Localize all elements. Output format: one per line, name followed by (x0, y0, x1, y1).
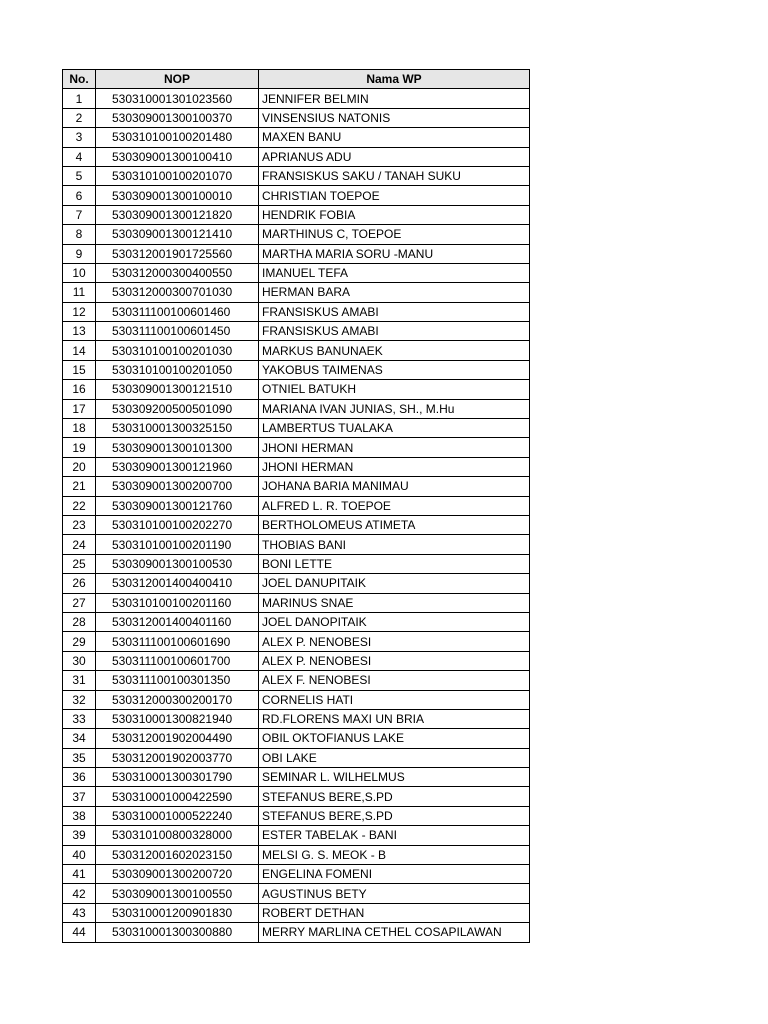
nop-cell: 530312000300200170 (96, 690, 259, 709)
nop-cell: 530311100100601460 (96, 302, 259, 321)
table-row (63, 399, 530, 418)
row-number-cell: 1 (63, 89, 96, 108)
column-header-nop: NOP (96, 70, 259, 89)
table-row (63, 283, 530, 302)
table-row (63, 923, 530, 942)
table-row (63, 690, 530, 709)
nama-wp-cell: VINSENSIUS NATONIS (259, 108, 530, 127)
nama-wp-cell: THOBIAS BANI (259, 535, 530, 554)
table-row (63, 651, 530, 670)
row-number-cell: 40 (63, 845, 96, 864)
nop-cell: 530310001000522240 (96, 806, 259, 825)
row-number-cell: 43 (63, 903, 96, 922)
nop-cell: 530310001300325150 (96, 419, 259, 438)
table-row (63, 593, 530, 612)
nop-cell: 530309001300121960 (96, 457, 259, 476)
nama-wp-cell: BONI LETTE (259, 554, 530, 573)
nop-cell: 530310100100201160 (96, 593, 259, 612)
table-row (63, 244, 530, 263)
taxpayer-table (62, 69, 530, 943)
table-row (63, 477, 530, 496)
nama-wp-cell: IMANUEL TEFA (259, 263, 530, 282)
row-number-cell: 2 (63, 108, 96, 127)
nama-wp-cell: ALEX P. NENOBESI (259, 632, 530, 651)
nop-cell: 530309001300121820 (96, 205, 259, 224)
nama-wp-cell: YAKOBUS TAIMENAS (259, 360, 530, 379)
row-number-cell: 21 (63, 477, 96, 496)
nop-cell: 530309001300101300 (96, 438, 259, 457)
nama-wp-cell: HENDRIK FOBIA (259, 205, 530, 224)
nop-cell: 530312001901725560 (96, 244, 259, 263)
nop-cell: 530311100100601690 (96, 632, 259, 651)
nop-cell: 530312001400401160 (96, 612, 259, 631)
table-row (63, 166, 530, 185)
table-row (63, 515, 530, 534)
row-number-cell: 24 (63, 535, 96, 554)
nama-wp-cell: FRANSISKUS AMABI (259, 322, 530, 341)
row-number-cell: 37 (63, 787, 96, 806)
nama-wp-cell: ALFRED L. R. TOEPOE (259, 496, 530, 515)
nama-wp-cell: CHRISTIAN TOEPOE (259, 186, 530, 205)
row-number-cell: 3 (63, 128, 96, 147)
table-row (63, 787, 530, 806)
row-number-cell: 30 (63, 651, 96, 670)
nop-cell: 530310001000422590 (96, 787, 259, 806)
nop-cell: 530310001300301790 (96, 768, 259, 787)
nop-cell: 530310001300821940 (96, 709, 259, 728)
nama-wp-cell: CORNELIS HATI (259, 690, 530, 709)
nop-cell: 530312001602023150 (96, 845, 259, 864)
nop-cell: 530310001300300880 (96, 923, 259, 942)
nama-wp-cell: MERRY MARLINA CETHEL COSAPILAWAN (259, 923, 530, 942)
nop-cell: 530310100100201030 (96, 341, 259, 360)
nama-wp-cell: MARIANA IVAN JUNIAS, SH., M.Hu (259, 399, 530, 418)
table-row (63, 457, 530, 476)
row-number-cell: 22 (63, 496, 96, 515)
row-number-cell: 39 (63, 826, 96, 845)
nama-wp-cell: MARTHA MARIA SORU -MANU (259, 244, 530, 263)
table-row (63, 709, 530, 728)
nop-cell: 530310100100201480 (96, 128, 259, 147)
row-number-cell: 44 (63, 923, 96, 942)
nama-wp-cell: JHONI HERMAN (259, 457, 530, 476)
nama-wp-cell: MARKUS BANUNAEK (259, 341, 530, 360)
row-number-cell: 16 (63, 380, 96, 399)
nama-wp-cell: ALEX F. NENOBESI (259, 671, 530, 690)
nop-cell: 530309001300200700 (96, 477, 259, 496)
table-row (63, 535, 530, 554)
table-row (63, 108, 530, 127)
nama-wp-cell: ENGELINA FOMENI (259, 865, 530, 884)
column-header-nama-wp: Nama WP (259, 70, 530, 89)
row-number-cell: 12 (63, 302, 96, 321)
nop-cell: 530311100100601700 (96, 651, 259, 670)
table-row (63, 496, 530, 515)
table-row (63, 128, 530, 147)
row-number-cell: 36 (63, 768, 96, 787)
row-number-cell: 42 (63, 884, 96, 903)
nop-cell: 530309001300100550 (96, 884, 259, 903)
nop-cell: 530309001300121510 (96, 380, 259, 399)
row-number-cell: 10 (63, 263, 96, 282)
nama-wp-cell: JOHANA BARIA MANIMAU (259, 477, 530, 496)
table-row (63, 845, 530, 864)
nop-cell: 530310100800328000 (96, 826, 259, 845)
table-row (63, 147, 530, 166)
table-row (63, 302, 530, 321)
nop-cell: 530312001902004490 (96, 729, 259, 748)
nop-cell: 530312000300400550 (96, 263, 259, 282)
nop-cell: 530312001400400410 (96, 574, 259, 593)
row-number-cell: 20 (63, 457, 96, 476)
nop-cell: 530311100100301350 (96, 671, 259, 690)
nama-wp-cell: MARTHINUS C, TOEPOE (259, 225, 530, 244)
table-row (63, 554, 530, 573)
row-number-cell: 26 (63, 574, 96, 593)
nama-wp-cell: MARINUS SNAE (259, 593, 530, 612)
table-row (63, 632, 530, 651)
nama-wp-cell: STEFANUS BERE,S.PD (259, 787, 530, 806)
nop-cell: 530309001300121410 (96, 225, 259, 244)
nama-wp-cell: JOEL DANOPITAIK (259, 612, 530, 631)
nama-wp-cell: SEMINAR L. WILHELMUS (259, 768, 530, 787)
table-row (63, 768, 530, 787)
nama-wp-cell: OTNIEL BATUKH (259, 380, 530, 399)
table-row (63, 671, 530, 690)
table-row (63, 806, 530, 825)
nama-wp-cell: OBI LAKE (259, 748, 530, 767)
row-number-cell: 7 (63, 205, 96, 224)
nama-wp-cell: ALEX P. NENOBESI (259, 651, 530, 670)
table-row (63, 89, 530, 108)
column-header-no: No. (63, 70, 96, 89)
nama-wp-cell: ESTER TABELAK - BANI (259, 826, 530, 845)
nama-wp-cell: FRANSISKUS SAKU / TANAH SUKU (259, 166, 530, 185)
row-number-cell: 23 (63, 515, 96, 534)
table-row (63, 341, 530, 360)
table-row (63, 884, 530, 903)
nama-wp-cell: STEFANUS BERE,S.PD (259, 806, 530, 825)
nama-wp-cell: ROBERT DETHAN (259, 903, 530, 922)
nop-cell: 530310100100201070 (96, 166, 259, 185)
nama-wp-cell: APRIANUS ADU (259, 147, 530, 166)
table-row (63, 574, 530, 593)
nop-cell: 530309200500501090 (96, 399, 259, 418)
table-row (63, 438, 530, 457)
row-number-cell: 18 (63, 419, 96, 438)
table-row (63, 322, 530, 341)
nama-wp-cell: OBIL OKTOFIANUS LAKE (259, 729, 530, 748)
nop-cell: 530309001300100370 (96, 108, 259, 127)
nop-cell: 530311100100601450 (96, 322, 259, 341)
table-row (63, 748, 530, 767)
nama-wp-cell: RD.FLORENS MAXI UN BRIA (259, 709, 530, 728)
nop-cell: 530310100100201190 (96, 535, 259, 554)
row-number-cell: 13 (63, 322, 96, 341)
row-number-cell: 8 (63, 225, 96, 244)
table-row (63, 826, 530, 845)
row-number-cell: 19 (63, 438, 96, 457)
table-row (63, 612, 530, 631)
table-row (63, 419, 530, 438)
nama-wp-cell: MAXEN BANU (259, 128, 530, 147)
nop-cell: 530309001300100410 (96, 147, 259, 166)
row-number-cell: 9 (63, 244, 96, 263)
table-row (63, 903, 530, 922)
table-row (63, 186, 530, 205)
row-number-cell: 11 (63, 283, 96, 302)
table-row (63, 205, 530, 224)
row-number-cell: 28 (63, 612, 96, 631)
nop-cell: 530312001902003770 (96, 748, 259, 767)
nop-cell: 530312000300701030 (96, 283, 259, 302)
nop-cell: 530309001300100010 (96, 186, 259, 205)
nama-wp-cell: HERMAN BARA (259, 283, 530, 302)
row-number-cell: 6 (63, 186, 96, 205)
row-number-cell: 27 (63, 593, 96, 612)
nop-cell: 530309001300121760 (96, 496, 259, 515)
row-number-cell: 15 (63, 360, 96, 379)
row-number-cell: 5 (63, 166, 96, 185)
row-number-cell: 31 (63, 671, 96, 690)
nama-wp-cell: JHONI HERMAN (259, 438, 530, 457)
table-row (63, 865, 530, 884)
nop-cell: 530310100100202270 (96, 515, 259, 534)
nama-wp-cell: JENNIFER BELMIN (259, 89, 530, 108)
table-row (63, 729, 530, 748)
table-row (63, 263, 530, 282)
row-number-cell: 4 (63, 147, 96, 166)
table-body (63, 89, 530, 942)
row-number-cell: 14 (63, 341, 96, 360)
row-number-cell: 41 (63, 865, 96, 884)
nama-wp-cell: JOEL DANUPITAIK (259, 574, 530, 593)
nama-wp-cell: LAMBERTUS TUALAKA (259, 419, 530, 438)
row-number-cell: 29 (63, 632, 96, 651)
row-number-cell: 33 (63, 709, 96, 728)
nop-cell: 530309001300100530 (96, 554, 259, 573)
row-number-cell: 32 (63, 690, 96, 709)
nop-cell: 530310001301023560 (96, 89, 259, 108)
header-row (63, 70, 530, 89)
nama-wp-cell: AGUSTINUS BETY (259, 884, 530, 903)
table-row (63, 380, 530, 399)
nama-wp-cell: FRANSISKUS AMABI (259, 302, 530, 321)
row-number-cell: 25 (63, 554, 96, 573)
row-number-cell: 38 (63, 806, 96, 825)
row-number-cell: 35 (63, 748, 96, 767)
nop-cell: 530309001300200720 (96, 865, 259, 884)
row-number-cell: 34 (63, 729, 96, 748)
nop-cell: 530310100100201050 (96, 360, 259, 379)
nama-wp-cell: BERTHOLOMEUS ATIMETA (259, 515, 530, 534)
row-number-cell: 17 (63, 399, 96, 418)
table-header (63, 70, 530, 89)
nop-cell: 530310001200901830 (96, 903, 259, 922)
nama-wp-cell: MELSI G. S. MEOK - B (259, 845, 530, 864)
table-row (63, 225, 530, 244)
table-row (63, 360, 530, 379)
